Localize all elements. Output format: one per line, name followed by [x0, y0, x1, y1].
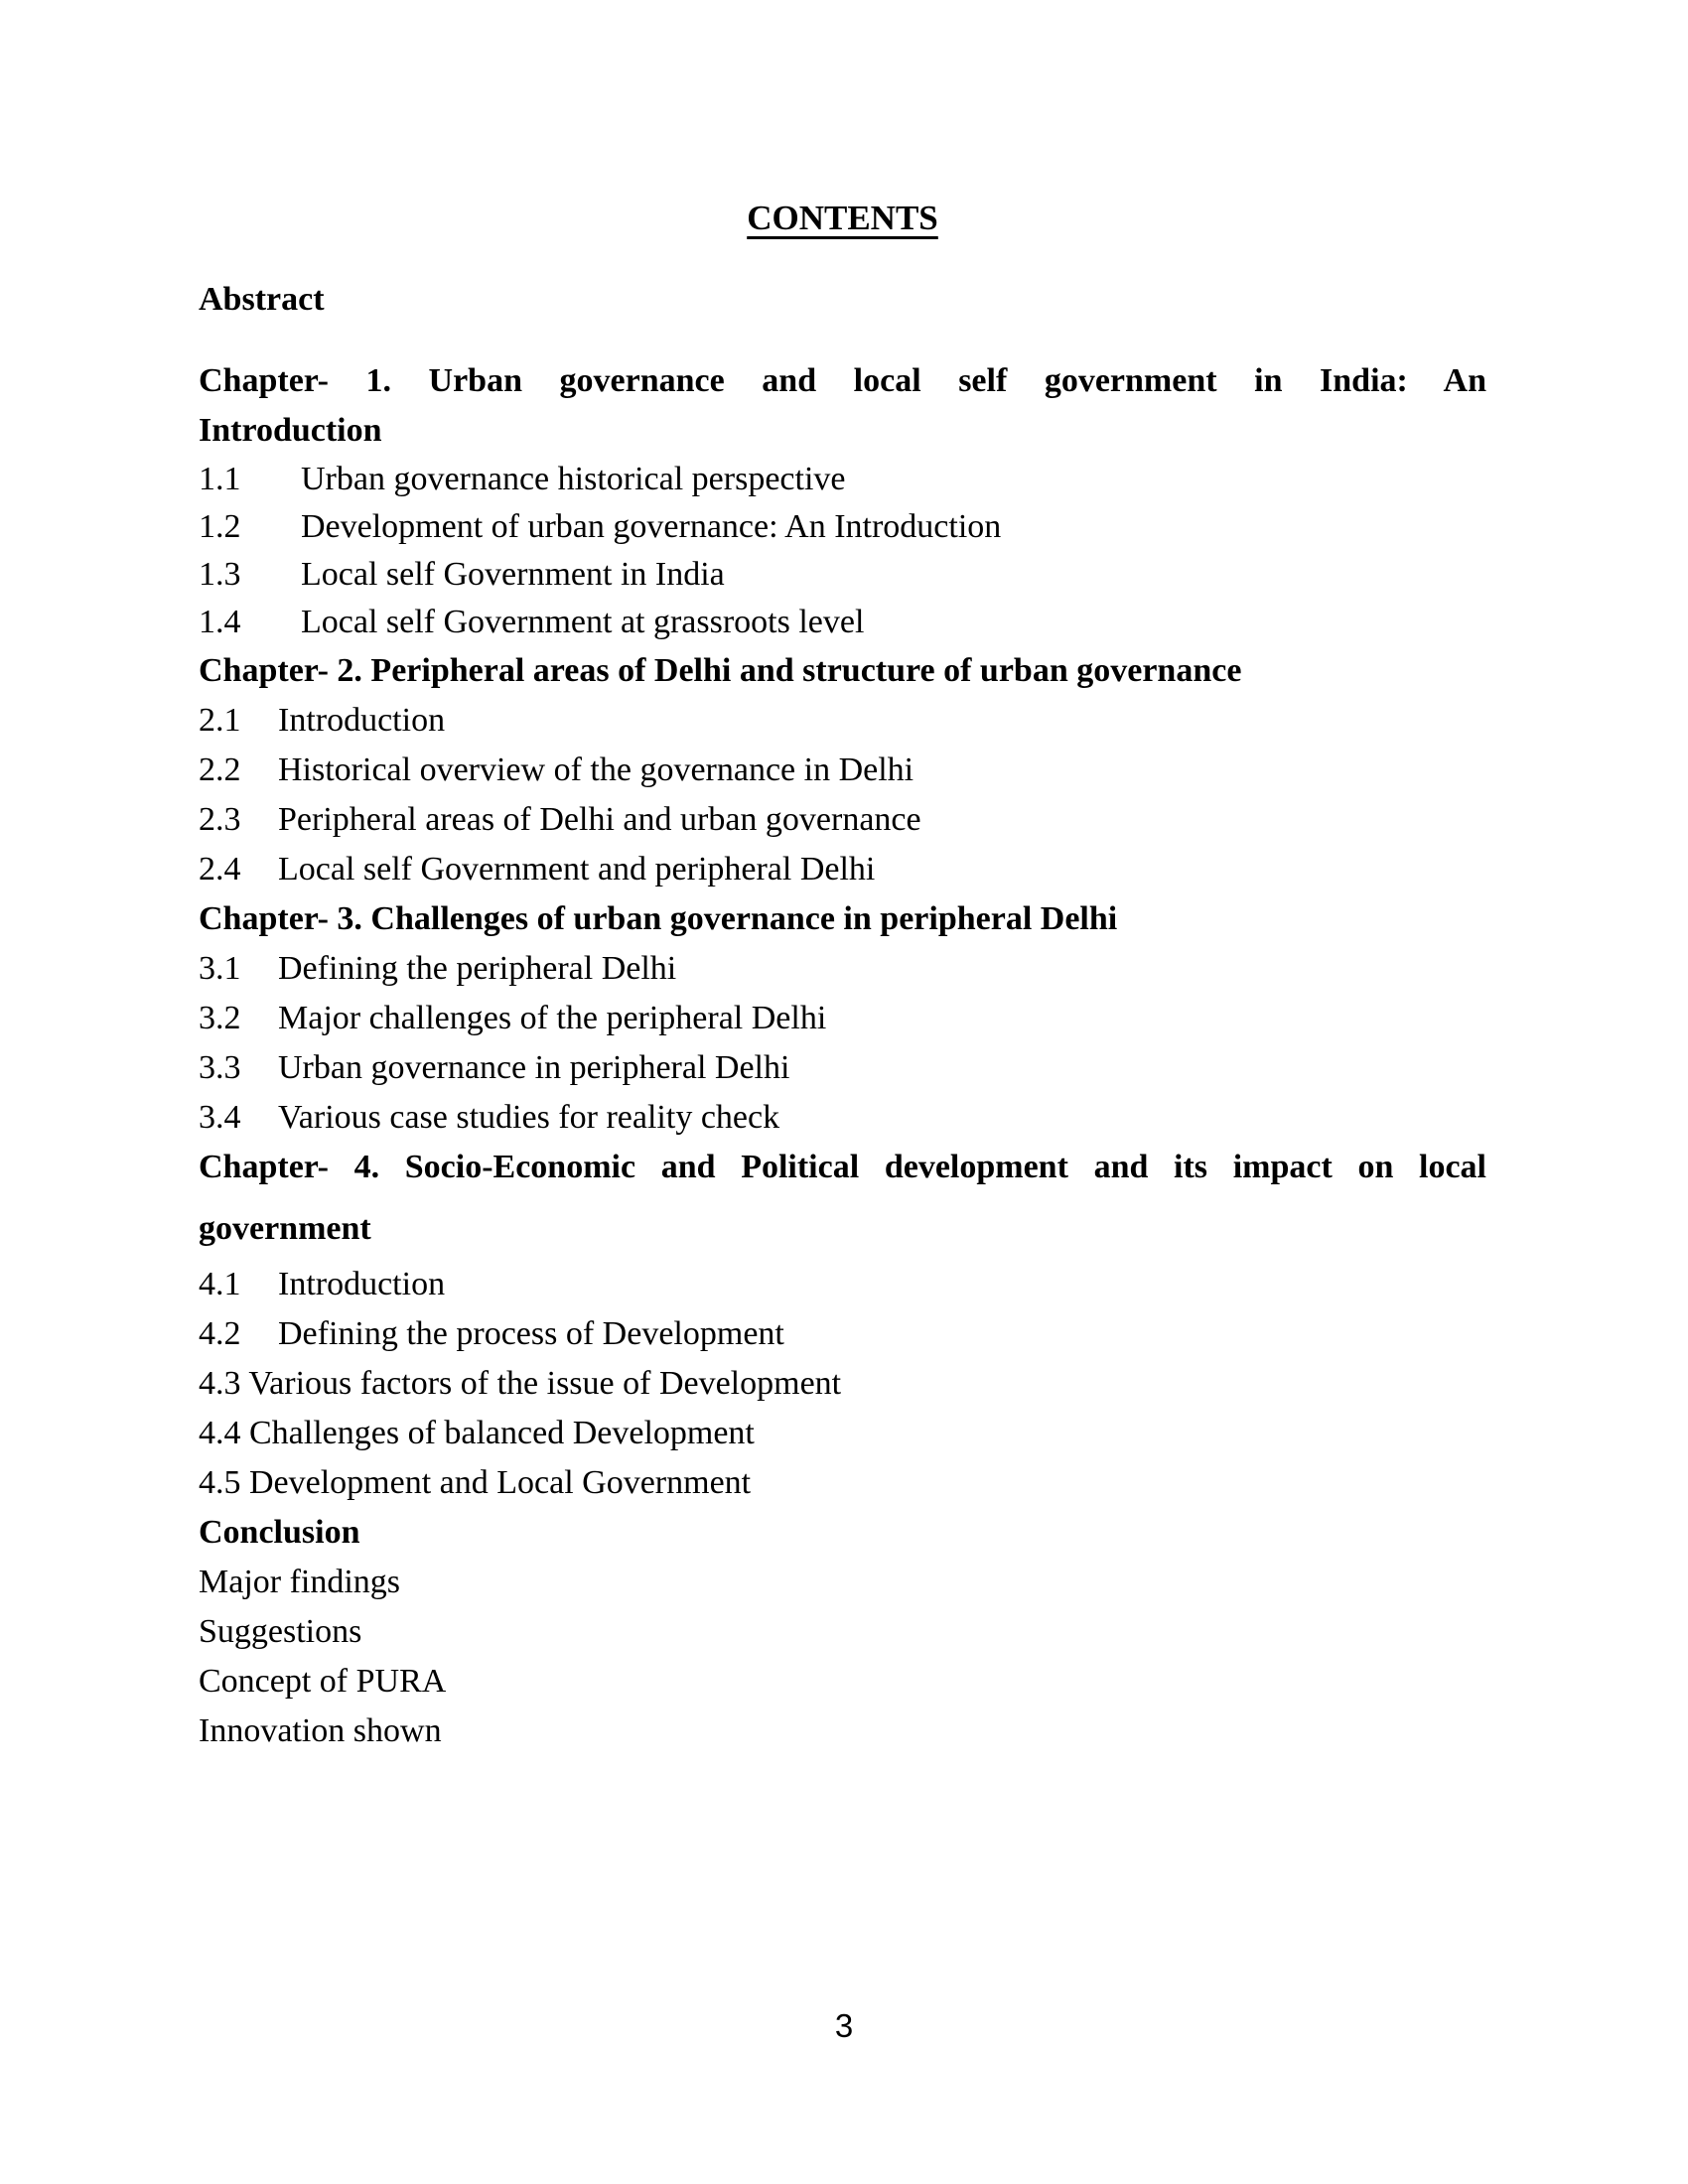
toc-line-text: Introduction	[199, 412, 382, 449]
toc-item-number: 1.2	[199, 508, 241, 545]
toc-item-text: Urban governance historical perspective	[301, 461, 846, 497]
toc-line	[199, 1607, 1486, 1657]
toc-item-number: 2.1	[199, 702, 241, 739]
toc-line-text: Innovation shown	[199, 1712, 442, 1749]
toc-item-text: Defining the peripheral Delhi	[278, 950, 677, 987]
toc-chapter-heading	[199, 356, 1486, 406]
toc-line	[199, 994, 1486, 1043]
table-of-contents	[199, 275, 1486, 1756]
toc-line	[199, 1458, 1486, 1508]
toc-item-number: 4.1	[199, 1266, 241, 1302]
toc-section-label	[199, 275, 1486, 325]
toc-line	[199, 551, 1486, 599]
toc-chapter-heading	[199, 646, 1486, 696]
toc-line	[199, 1359, 1486, 1409]
toc-line-text: government	[199, 1210, 371, 1247]
toc-line	[199, 795, 1486, 845]
toc-item-number: 2.4	[199, 851, 241, 887]
toc-line	[199, 696, 1486, 746]
toc-line-text: Major findings	[199, 1564, 401, 1600]
toc-item-number: 3.3	[199, 1049, 241, 1086]
toc-chapter-heading	[199, 894, 1486, 944]
toc-item-text: Introduction	[278, 1266, 446, 1302]
toc-line-text: Chapter- 3. Challenges of urban governance in peripheral Delhi	[199, 900, 1118, 937]
toc-chapter-heading	[199, 1204, 1486, 1254]
toc-item-text: Urban governance in peripheral Delhi	[278, 1049, 790, 1086]
toc-item-text: Historical overview of the governance in Delhi	[278, 751, 914, 788]
toc-line-text: Chapter- 2. Peripheral areas of Delhi and structure of urban governance	[199, 652, 1242, 689]
toc-item-number: 1.4	[199, 604, 241, 640]
toc-item-text: Development of urban governance: An Introduction	[301, 508, 1002, 545]
toc-line	[199, 1657, 1486, 1706]
toc-line	[199, 1260, 1486, 1309]
toc-line-text: 4.4 Challenges of balanced Development	[199, 1415, 755, 1451]
toc-item-number: 3.2	[199, 1000, 241, 1036]
toc-item-number: 3.4	[199, 1099, 241, 1136]
toc-line	[199, 1558, 1486, 1607]
toc-item-number: 1.3	[199, 556, 241, 593]
contents-title-text: CONTENTS	[747, 199, 938, 237]
toc-item-text: Peripheral areas of Delhi and urban governance	[278, 801, 921, 838]
toc-line-text: Chapter- 1. Urban governance and local self government in India: An	[199, 362, 1486, 399]
toc-line	[199, 1409, 1486, 1458]
toc-item-number: 3.1	[199, 950, 241, 987]
toc-line	[199, 944, 1486, 994]
toc-item-text: Defining the process of Development	[278, 1315, 784, 1352]
toc-line-text: Abstract	[199, 281, 325, 318]
toc-item-number: 4.2	[199, 1315, 241, 1352]
page-number: 3	[834, 2007, 854, 2044]
toc-line-text: Conclusion	[199, 1514, 360, 1551]
toc-line	[199, 599, 1486, 646]
toc-item-text: Local self Government and peripheral Delhi	[278, 851, 876, 887]
contents-title	[199, 194, 1486, 243]
toc-line-text: Concept of PURA	[199, 1663, 447, 1700]
toc-line-text: 4.3 Various factors of the issue of Development	[199, 1365, 842, 1402]
contents-block	[199, 194, 1486, 1756]
toc-item-text: Various case studies for reality check	[278, 1099, 780, 1136]
toc-line-text: Chapter- 4. Socio-Economic and Political development and its impact on local	[199, 1149, 1486, 1185]
toc-section-label	[199, 1508, 1486, 1558]
toc-chapter-heading	[199, 1143, 1486, 1192]
toc-item-text: Introduction	[278, 702, 446, 739]
toc-line	[199, 1706, 1486, 1756]
toc-line	[199, 845, 1486, 894]
toc-line	[199, 1309, 1486, 1359]
toc-item-number: 2.2	[199, 751, 241, 788]
toc-line-text: 4.5 Development and Local Government	[199, 1464, 752, 1501]
toc-line-text: Suggestions	[199, 1613, 362, 1650]
toc-item-number: 2.3	[199, 801, 241, 838]
toc-line	[199, 503, 1486, 551]
toc-item-text: Local self Government at grassroots level	[301, 604, 865, 640]
toc-line	[199, 1043, 1486, 1093]
toc-item-number: 1.1	[199, 461, 241, 497]
toc-line	[199, 746, 1486, 795]
toc-line	[199, 456, 1486, 503]
toc-chapter-heading	[199, 406, 1486, 456]
toc-item-text: Local self Government in India	[301, 556, 725, 593]
toc-item-text: Major challenges of the peripheral Delhi	[278, 1000, 827, 1036]
toc-line	[199, 1093, 1486, 1143]
